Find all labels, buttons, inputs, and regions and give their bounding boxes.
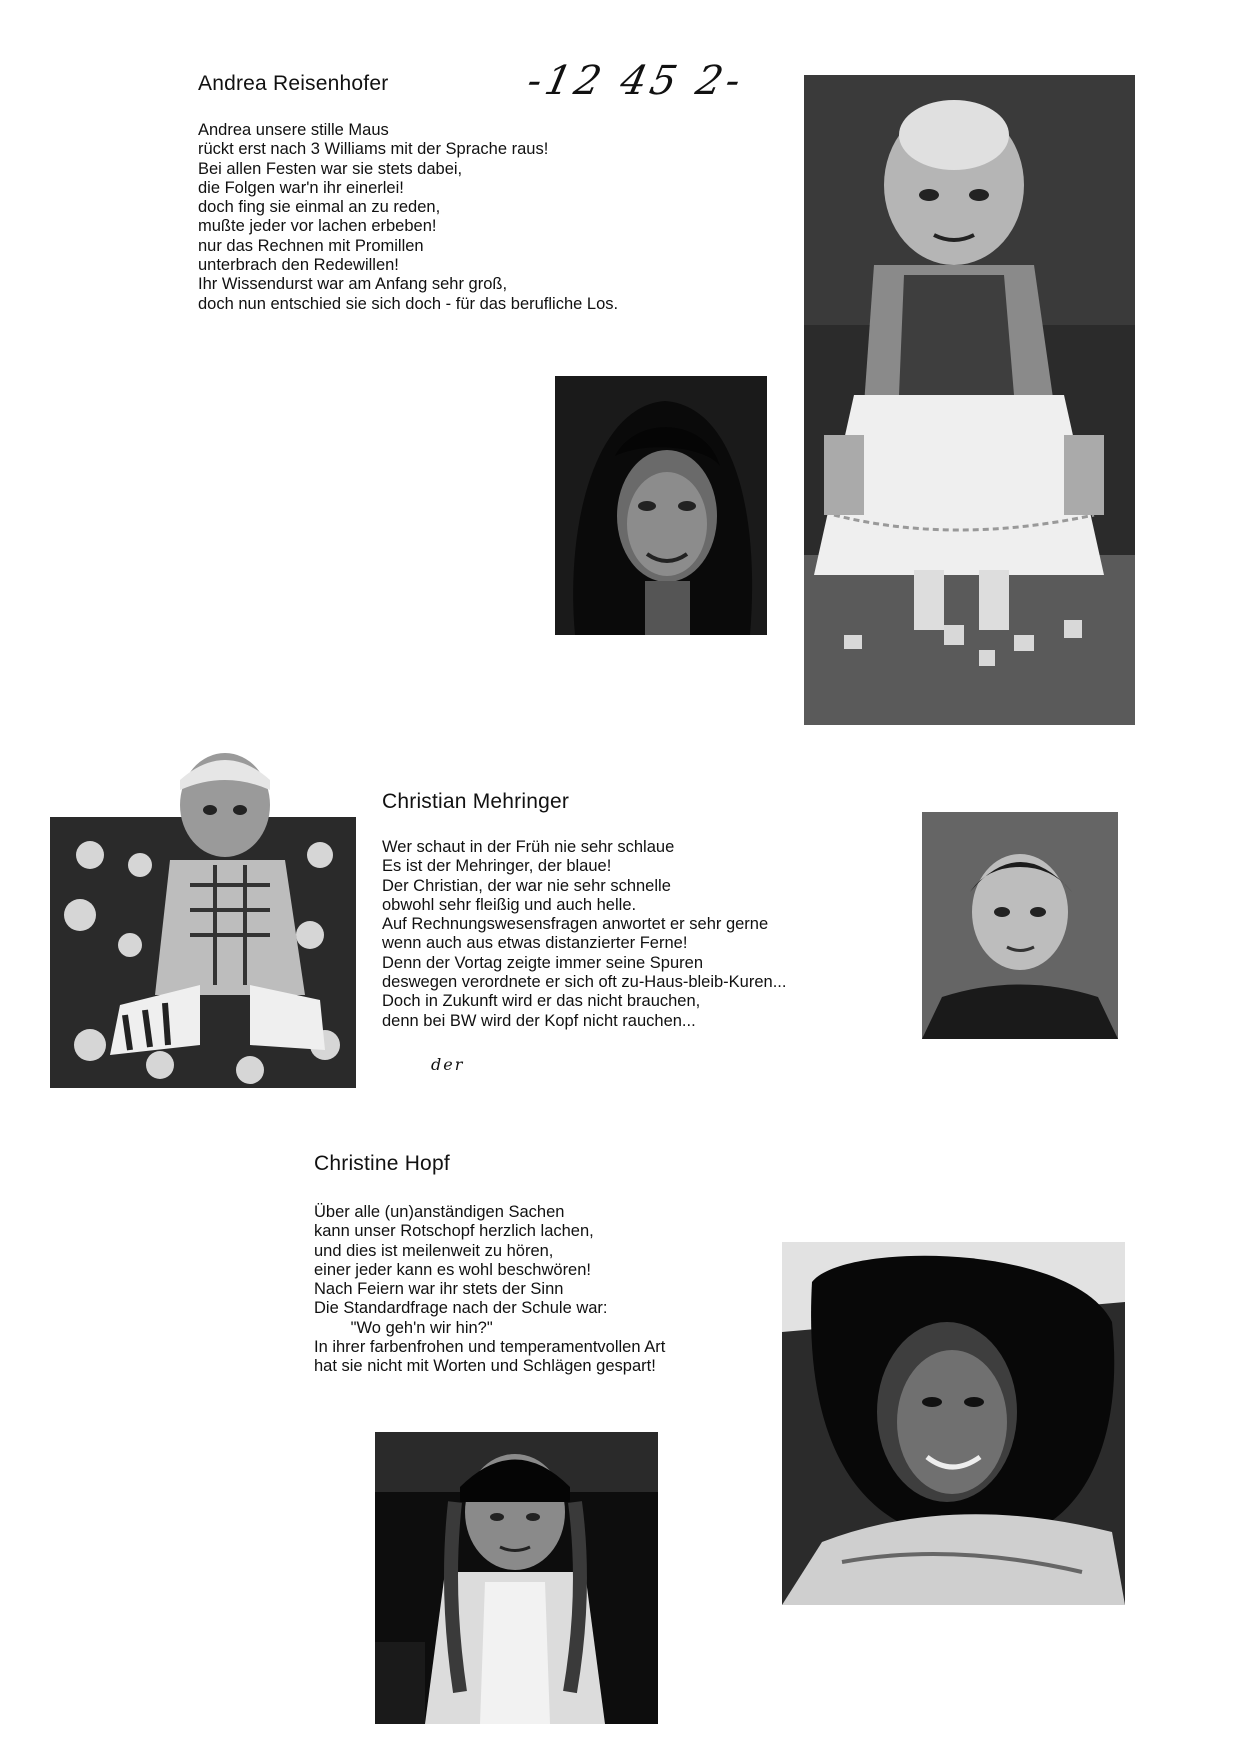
handwritten-page-number: -12 45 2- (523, 58, 749, 104)
poem-line: Denn der Vortag zeigte immer seine Spuren (382, 953, 704, 972)
poem-line: doch fing sie einmal an zu reden, (198, 198, 441, 217)
poem-christian (382, 838, 786, 1031)
poem-line: Ihr Wissendurst war am Anfang sehr groß, (198, 275, 508, 294)
poem-line: Doch in Zukunft wird er das nicht brauchen, (382, 992, 701, 1011)
poem-line: Es ist der Mehringer, der blaue! (382, 857, 612, 876)
poem-line: Wer schaut in der Früh nie sehr schlaue (382, 838, 675, 856)
poem-line: "Wo geh'n wir hin?" (314, 1318, 493, 1337)
photo-christine-portrait (782, 1242, 1125, 1605)
photo-christian-portrait (922, 812, 1118, 1039)
poem-line: denn bei BW wird der Kopf nicht rauchen... (382, 1011, 696, 1030)
photo-christine-child (375, 1432, 658, 1724)
poem-line: Nach Feiern war ihr stets der Sinn (314, 1280, 564, 1299)
section-title-andrea: Andrea Reisenhofer (198, 72, 389, 95)
poem-line: doch nun entschied sie sich doch - für das berufliche Los. (198, 294, 619, 313)
poem-line: In ihrer farbenfrohen und temperamentvollen Art (314, 1338, 666, 1357)
photo-christian-child (50, 745, 356, 1088)
poem-line: wenn auch aus etwas distanzierter Ferne! (382, 934, 688, 953)
poem-line: Bei allen Festen war sie stets dabei, (198, 159, 463, 178)
poem-line: und dies ist meilenweit zu hören, (314, 1241, 554, 1260)
section-title-christine: Christine Hopf (314, 1152, 450, 1175)
poem-line: deswegen verordnete er sich oft zu-Haus-bleib-Kuren... (382, 973, 787, 992)
poem-line: Andrea unsere stille Maus (198, 121, 389, 139)
poem-line: kann unser Rotschopf herzlich lachen, (314, 1222, 594, 1241)
poem-line: obwohl sehr fleißig und auch helle. (382, 895, 637, 914)
poem-line: Auf Rechnungswesensfragen anwortet er sehr gerne (382, 915, 769, 934)
handwritten-correction: der (431, 1055, 465, 1074)
photo-andrea-portrait (555, 376, 767, 635)
section-title-christian: Christian Mehringer (382, 790, 570, 813)
photo-andrea-child (804, 75, 1135, 725)
poem-line: mußte jeder vor lachen erbeben! (198, 217, 437, 236)
poem-line: Über alle (un)anständigen Sachen (314, 1203, 565, 1221)
poem-line: rückt erst nach 3 Williams mit der Sprache raus! (198, 140, 549, 159)
poem-line: Der Christian, der war nie sehr schnelle (382, 876, 671, 895)
poem-line: Die Standardfrage nach der Schule war: (314, 1299, 608, 1318)
poem-line: einer jeder kann es wohl beschwören! (314, 1260, 591, 1279)
poem-line: unterbrach den Redewillen! (198, 256, 399, 275)
poem-line: nur das Rechnen mit Promillen (198, 236, 424, 255)
poem-line: die Folgen war'n ihr einerlei! (198, 178, 404, 197)
poem-andrea (198, 121, 618, 314)
poem-christine (314, 1203, 665, 1377)
poem-line: hat sie nicht mit Worten und Schlägen gespart! (314, 1357, 656, 1376)
